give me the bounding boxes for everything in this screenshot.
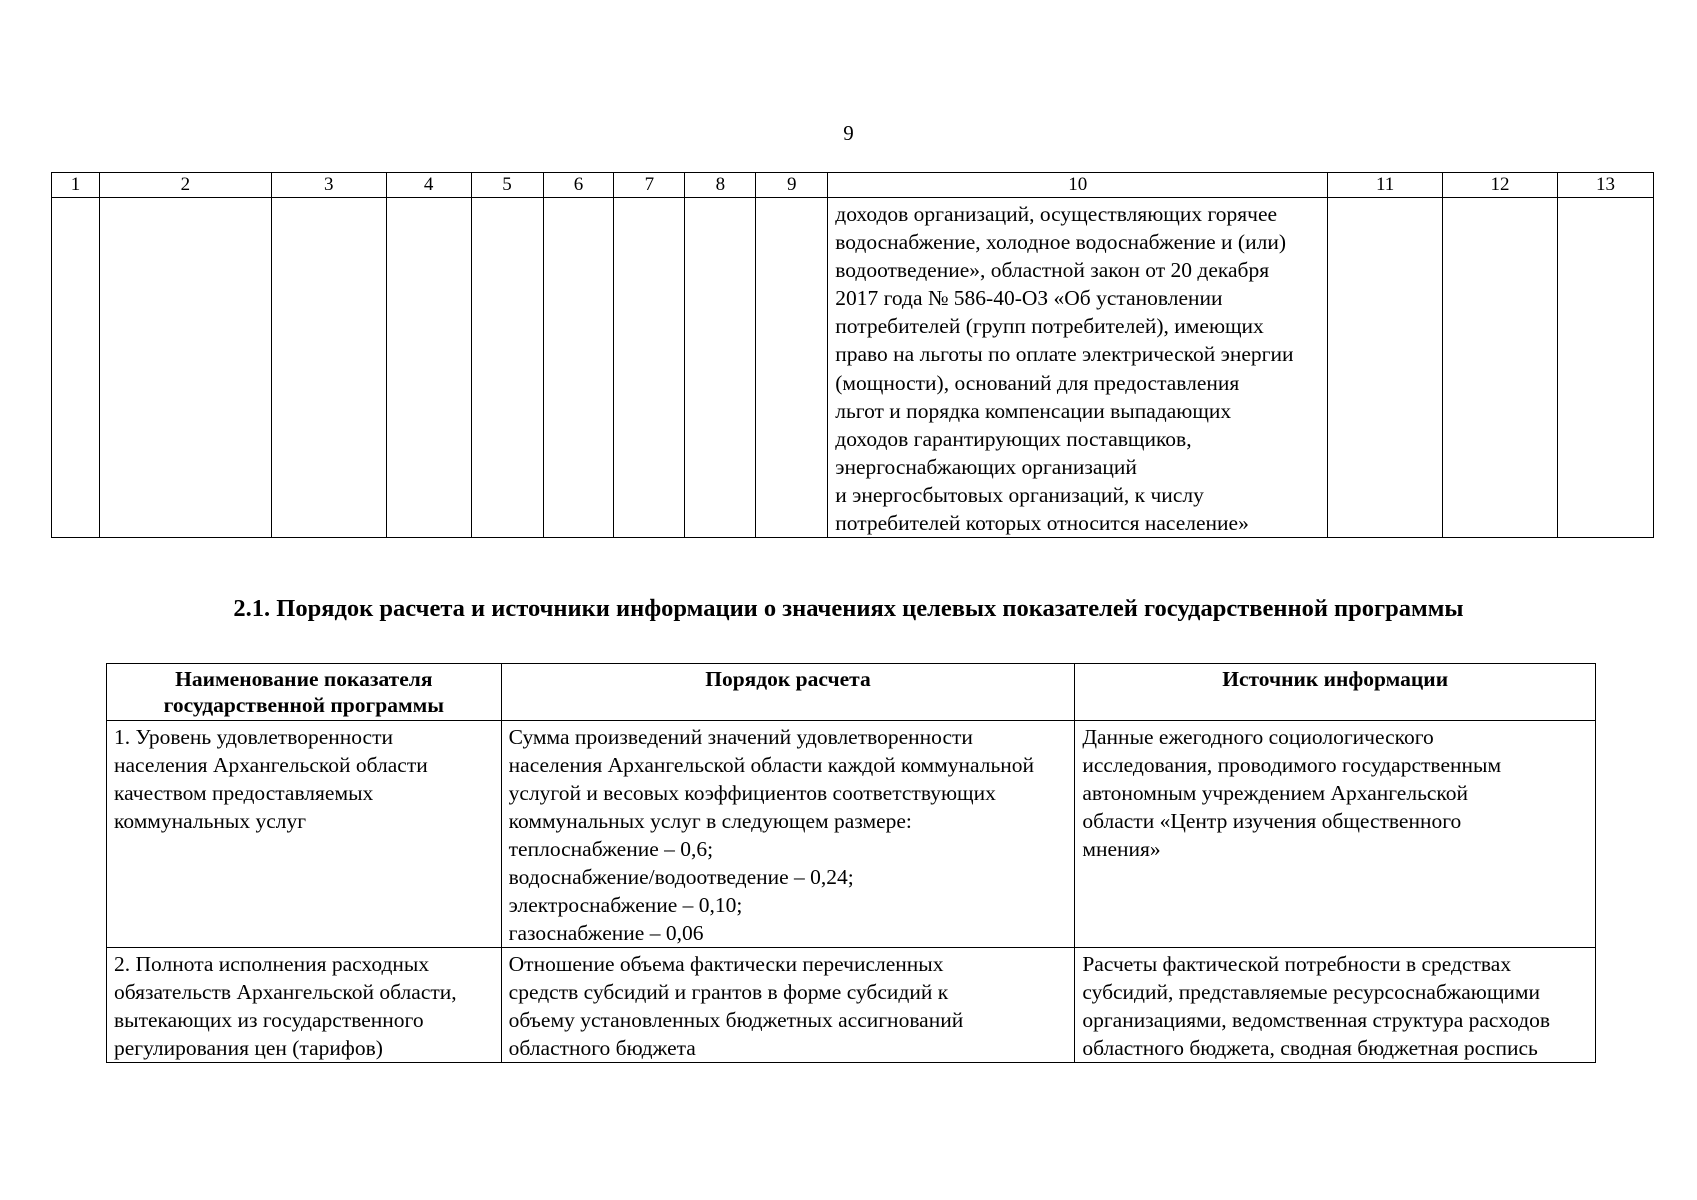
text-line: Сумма произведений значений удовлетворенности (508, 725, 973, 749)
column-number: 8 (685, 173, 756, 198)
information-source-cell (1075, 721, 1596, 948)
column-number: 4 (386, 173, 471, 198)
text-line: вытекающих из государственного (114, 1008, 424, 1032)
text-line: качеством предоставляемых (114, 781, 374, 805)
header-line: государственной программы (163, 693, 445, 717)
text-line: коммунальных услуг (114, 809, 307, 833)
column-number: 9 (756, 173, 828, 198)
column-number: 7 (614, 173, 685, 198)
text-line: организациями, ведомственная структура расходов (1082, 1008, 1551, 1032)
text-line: объему установленных бюджетных ассигнований (508, 1008, 964, 1032)
text-line: услугой и весовых коэффициентов соответствующих (508, 781, 996, 805)
text-line: водоснабжение, холодное водоснабжение и (или) (835, 230, 1286, 255)
column-number: 1 (52, 173, 100, 198)
indicator-name-cell (107, 721, 502, 948)
header-indicator-name (107, 664, 502, 721)
text-line: доходов организаций, осуществляющих горячее (835, 202, 1278, 226)
empty-cell (614, 198, 685, 538)
text-line: населения Архангельской области каждой коммунальной (508, 753, 1035, 777)
header-information-source: Источник информации (1075, 664, 1596, 721)
column-number: 3 (271, 173, 386, 198)
text-line: областного бюджета (508, 1036, 696, 1060)
text-line: потребителей (групп потребителей), имеющих (835, 314, 1264, 339)
empty-cell (99, 198, 271, 538)
continuation-table (51, 172, 1654, 538)
empty-cell (543, 198, 614, 538)
text-line: 2. Полнота исполнения расходных (114, 952, 430, 976)
column-number: 10 (828, 173, 1328, 198)
column-number: 12 (1443, 173, 1558, 198)
column-number: 11 (1328, 173, 1443, 198)
table-row (107, 721, 1596, 948)
empty-cell (1328, 198, 1443, 538)
text-line: областного бюджета, сводная бюджетная роспись (1082, 1036, 1538, 1060)
text-line: потребителей которых относится население» (835, 511, 1249, 536)
indicators-table (106, 663, 1596, 1063)
text-line: исследования, проводимого государственным (1082, 753, 1502, 777)
text-line: регулирования цен (тарифов) (114, 1036, 383, 1060)
text-line: право на льготы по оплате электрической энергии (835, 342, 1294, 367)
text-line: населения Архангельской области (114, 753, 428, 777)
text-line: (мощности), оснований для предоставления (835, 370, 1240, 395)
text-line: коммунальных услуг в следующем размере: (508, 809, 912, 833)
text-line: электроснабжение – 0,10; (508, 893, 743, 917)
calculation-method-cell (501, 948, 1075, 1063)
empty-cell (685, 198, 756, 538)
section-title: 2.1. Порядок расчета и источники информации о значениях целевых показателей государственной программы (233, 595, 1464, 622)
empty-cell (1558, 198, 1654, 538)
empty-cell (1443, 198, 1558, 538)
text-line: Данные ежегодного социологического (1082, 725, 1434, 749)
empty-cell (271, 198, 386, 538)
text-line: доходов гарантирующих поставщиков, (835, 426, 1192, 451)
table-row (52, 198, 1654, 538)
text-line: водоотведение», областной закон от 20 декабря (835, 258, 1270, 283)
column-10-text (828, 198, 1328, 538)
text-line: субсидий, представляемые ресурсоснабжающими (1082, 980, 1540, 1004)
text-line: Отношение объема фактически перечисленных (508, 952, 944, 976)
column-number: 2 (99, 173, 271, 198)
text-line: льгот и порядка компенсации выпадающих (835, 398, 1232, 423)
table-row (107, 948, 1596, 1063)
column-number: 6 (543, 173, 614, 198)
header-line: Наименование показателя (175, 667, 433, 691)
information-source-cell (1075, 948, 1596, 1063)
column-number: 13 (1558, 173, 1654, 198)
empty-cell (756, 198, 828, 538)
text-line: области «Центр изучения общественного (1082, 809, 1462, 833)
header-row (107, 664, 1596, 721)
text-line: мнения» (1082, 837, 1161, 861)
text-line: 2017 года № 586-40-ОЗ «Об установлении (835, 286, 1223, 311)
empty-cell (52, 198, 100, 538)
text-line: средств субсидий и грантов в форме субсидий к (508, 980, 949, 1004)
column-number: 5 (471, 173, 543, 198)
empty-cell (386, 198, 471, 538)
header-calculation-method: Порядок расчета (501, 664, 1075, 721)
indicator-name-cell (107, 948, 502, 1063)
text-line: водоснабжение/водоотведение – 0,24; (508, 865, 854, 889)
text-line: газоснабжение – 0,06 (508, 921, 704, 945)
text-line: Расчеты фактической потребности в средствах (1082, 952, 1512, 976)
text-line: энергоснабжающих организаций (835, 454, 1137, 479)
page-number: 9 (843, 121, 854, 145)
calculation-method-cell (501, 721, 1075, 948)
text-line: и энергосбытовых организаций, к числу (835, 482, 1204, 507)
text-line: автономным учреждением Архангельской (1082, 781, 1469, 805)
column-number-row (52, 173, 1654, 198)
text-line: обязательств Архангельской области, (114, 980, 457, 1004)
text-line: теплоснабжение – 0,6; (508, 837, 714, 861)
empty-cell (471, 198, 543, 538)
text-line: 1. Уровень удовлетворенности (114, 725, 393, 749)
